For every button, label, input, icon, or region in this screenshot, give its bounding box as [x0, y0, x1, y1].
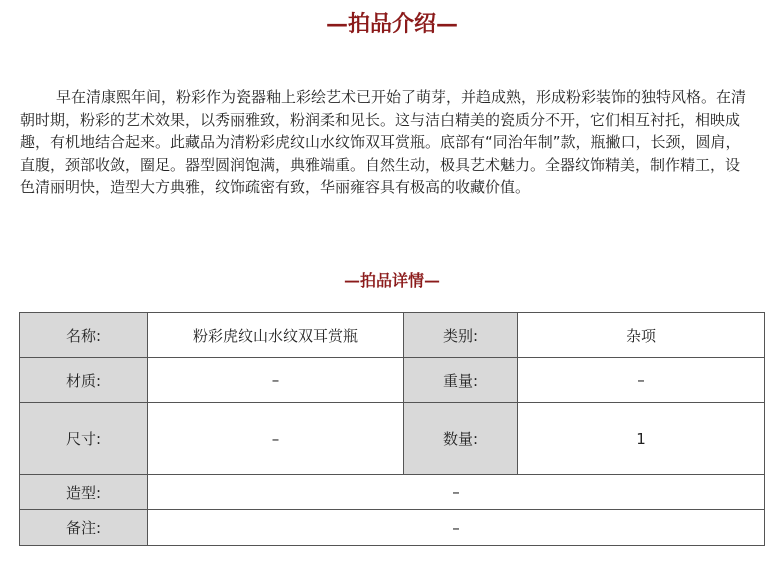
quantity-label: 数量: — [404, 403, 518, 475]
quantity-value: 1 — [518, 403, 765, 475]
size-value: – — [148, 403, 404, 475]
size-label: 尺寸: — [20, 403, 148, 475]
intro-paragraph: 早在清康熙年间，粉彩作为瓷器釉上彩绘艺术已开始了萌芽，并趋成熟，形成粉彩装饰的独特风格。在清朝时期，粉彩的艺术效果，以秀丽雅致，粉润柔和见长。这与洁白精美的瓷质分不开，它们相互衬托，相映成趣，有机地结合起来。此藏品为清粉彩虎纹山水纹饰双耳赏瓶。底部有“同治年制”款，瓶撇口，长颈，圆肩，直腹，颈部收敛，圈足。器型圆润饱满，典雅端重。自然生动，极具艺术魅力。全器纹饰精美，制作精工，设色清丽明快，造型大方典雅，纹饰疏密有致，华丽雍容具有极高的收藏价值。 — [20, 88, 747, 196]
table-row — [20, 510, 765, 546]
shape-label: 造型: — [20, 475, 148, 510]
name-label: 名称: — [20, 313, 148, 358]
intro-section-title: —拍品介绍— — [325, 11, 458, 37]
name-value: 粉彩虎纹山水纹双耳赏瓶 — [148, 313, 404, 358]
details-section-title: —拍品详情— — [343, 271, 440, 290]
weight-value: – — [518, 358, 765, 403]
weight-label: 重量: — [404, 358, 518, 403]
remark-label: 备注: — [20, 510, 148, 546]
remark-value: – — [148, 510, 765, 546]
material-label: 材质: — [20, 358, 148, 403]
table-row — [20, 313, 765, 358]
category-label: 类别: — [404, 313, 518, 358]
table-row — [20, 358, 765, 403]
table-row — [20, 403, 765, 475]
details-table — [19, 312, 765, 546]
category-value: 杂项 — [518, 313, 765, 358]
table-row — [20, 475, 765, 510]
material-value: – — [148, 358, 404, 403]
shape-value: – — [148, 475, 765, 510]
